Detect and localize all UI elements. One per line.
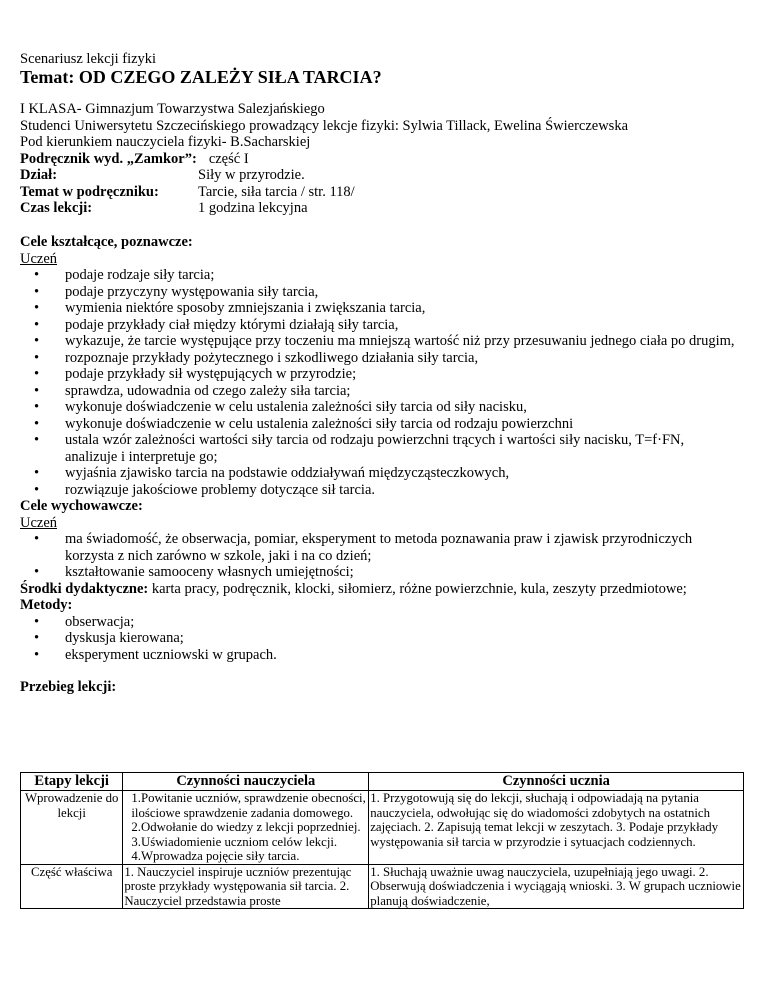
table-cell-student: 1. Przygotowują się do lekcji, słuchają i odpowiadają na pytania nauczyciela, odwołując się do wiadomości zdobytych na ostatnich zajęciach. 2. Zapisują temat lekcji w zeszytach. 3. Podaje przykłady występowania sił tarcia w przyrodzie i sytuacjach codziennych. (369, 791, 744, 865)
info-supervisor: Pod kierunkiem nauczyciela fizyki- B.Sacharskiej (20, 134, 311, 150)
table-header-row (21, 773, 744, 791)
info-textbook-value: część I (208, 150, 249, 167)
list-item: • ustala wzór zależności wartości siły tarcia od rodzaju powierzchni trących i wartości siły nacisku, T=f·FN, analizuje i interpretuje go; (20, 432, 740, 465)
info-duration (20, 200, 740, 217)
table-cell-teacher: 1.Powitanie uczniów, sprawdzenie obecności, ilościowe sprawdzenie zadania domowego. 2.Odwołanie do wiedzy z lekcji poprzedniej. 3.Uświadomienie uczniom celów lekcji. 4.Wprowadza pojęcie siły tarcia. (123, 791, 369, 865)
educational-goals-list (20, 531, 740, 581)
lesson-info (20, 101, 740, 217)
list-item: • sprawdza, udowadnia od czego zależy siła tarcia; (20, 383, 740, 400)
table-cell-student: 1. Słuchają uważnie uwag nauczyciela, uzupełniają jego uwagi. 2. Obserwują doświadczenia i wyciągają wnioski. 3. W grupach uczniowie planują doświadczenie, (369, 864, 744, 909)
list-item: • podaje przyczyny występowania siły tarcia, (20, 284, 740, 301)
info-section-value: Siły w przyrodzie. (198, 167, 305, 183)
teaching-aids (20, 581, 740, 598)
list-item: • wyjaśnia zjawisko tarcia na podstawie oddziaływań międzycząsteczkowych, (20, 465, 740, 482)
info-class-school: I KLASA- Gimnazjum Towarzystwa Salezjańskiego (20, 101, 325, 117)
table-cell-teacher: 1. Nauczyciel inspiruje uczniów prezentując proste przykłady występowania sił tarcia. 2. Nauczyciel przedstawia proste (123, 864, 369, 909)
info-section-label: Dział: (20, 167, 58, 183)
column-header-stage: Etapy lekcji (21, 773, 123, 791)
list-item: • podaje przykłady ciał między którymi działają siły tarcia, (20, 317, 740, 334)
teaching-aids-text: karta pracy, podręcznik, klocki, siłomierz, różne powierzchnie, kula, zeszyty przedmiotowe; (148, 580, 687, 597)
info-teachers: Studenci Uniwersytetu Szczecińskiego prowadzący lekcje fizyki: Sylwia Tillack, Ewelina Świerczewska (20, 117, 629, 134)
info-duration-value: 1 godzina lekcyjna (198, 200, 308, 216)
column-header-student: Czynności ucznia (369, 773, 744, 791)
column-header-teacher: Czynności nauczyciela (123, 773, 369, 791)
lesson-flow-table (20, 772, 744, 909)
list-item: • podaje rodzaje siły tarcia; (20, 267, 740, 284)
educational-goals-subject: Uczeń (20, 514, 58, 531)
lesson-goals (20, 234, 740, 696)
methods-heading: Metody: (20, 597, 73, 613)
cognitive-goals-list (20, 267, 740, 498)
list-item: • dyskusja kierowana; (20, 630, 740, 647)
table-row (21, 864, 744, 909)
list-item: • obserwacja; (20, 614, 740, 631)
lesson-flow-heading: Przebieg lekcji: (20, 679, 117, 695)
table-cell-stage: Część właściwa (21, 864, 123, 909)
table-row (21, 791, 744, 865)
list-item: • wykazuje, że tarcie występujące przy toczeniu ma mniejszą wartość niż przy przesuwaniu jednego ciała po drugim, (20, 333, 740, 350)
info-topic-value: Tarcie, siła tarcia / str. 118/ (198, 183, 355, 200)
document-title: Temat: OD CZEGO ZALEŻY SIŁA TARCIA? (20, 67, 382, 87)
educational-goals-heading: Cele wychowawcze: (20, 498, 143, 514)
document-subtitle: Scenariusz lekcji fizyki (20, 51, 157, 67)
list-item: • rozwiązuje jakościowe problemy dotyczące sił tarcia. (20, 482, 740, 499)
cognitive-goals-heading: Cele kształcące, poznawcze: (20, 234, 193, 250)
list-item: • wymienia niektóre sposoby zmniejszania i zwiększania tarcia, (20, 300, 740, 317)
info-textbook (20, 151, 740, 168)
list-item: • wykonuje doświadczenie w celu ustalenia zależności siły tarcia od siły nacisku, (20, 399, 740, 416)
list-item: • ma świadomość, że obserwacja, pomiar, eksperyment to metoda poznawania praw i zjawisk przyrodniczych korzysta z nich zarówno w szkole, jaki i na co dzień; (20, 531, 740, 564)
list-item: • rozpoznaje przykłady pożytecznego i szkodliwego działania siły tarcia, (20, 350, 740, 367)
methods-list (20, 614, 740, 664)
list-item: • eksperyment uczniowski w grupach. (20, 647, 740, 664)
cognitive-goals-subject: Uczeń (20, 250, 58, 267)
list-item: • kształtowanie samooceny własnych umiejętności; (20, 564, 740, 581)
teaching-aids-label: Środki dydaktyczne: (20, 580, 149, 597)
list-item: • wykonuje doświadczenie w celu ustalenia zależności siły tarcia od rodzaju powierzchni (20, 416, 740, 433)
info-topic (20, 184, 740, 201)
info-section (20, 167, 740, 184)
info-textbook-label: Podręcznik wyd. „Zamkor”: (20, 150, 197, 167)
info-topic-label: Temat w podręczniku: (20, 183, 159, 200)
list-item: • podaje przykłady sił występujących w przyrodzie; (20, 366, 740, 383)
info-duration-label: Czas lekcji: (20, 200, 93, 216)
table-cell-stage: Wprowadzenie do lekcji (21, 791, 123, 865)
